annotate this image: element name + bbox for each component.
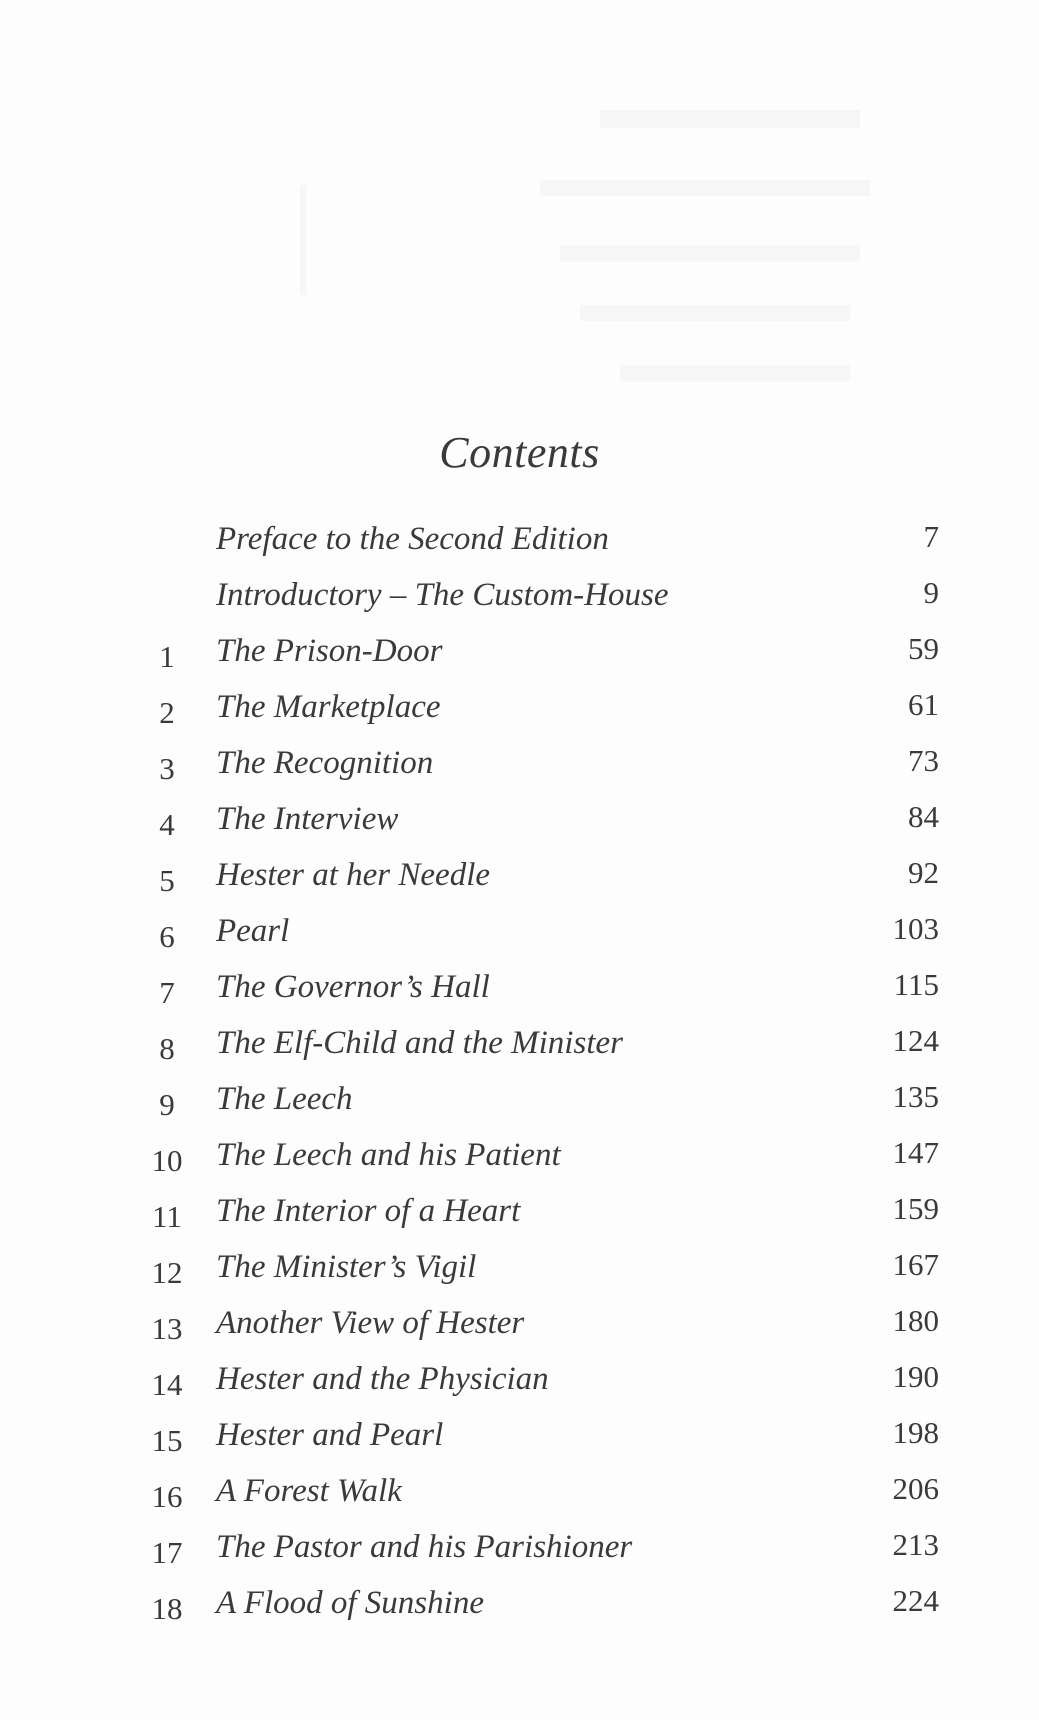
chapter-number: 15 xyxy=(151,1423,183,1458)
toc-entry xyxy=(0,907,1039,963)
chapter-number: 5 xyxy=(159,863,175,898)
toc-entry xyxy=(0,963,1039,1019)
chapter-title: The Interview xyxy=(216,801,399,837)
toc-entry xyxy=(0,1355,1039,1411)
chapter-title: Preface to the Second Edition xyxy=(216,521,609,557)
chapter-title: The Recognition xyxy=(216,745,434,781)
toc-entry xyxy=(0,1243,1039,1299)
show-through-mark xyxy=(300,185,306,295)
chapter-title: Hester and Pearl xyxy=(216,1417,444,1453)
chapter-title: The Minister’s Vigil xyxy=(216,1249,477,1285)
chapter-title: The Governor’s Hall xyxy=(216,969,490,1005)
chapter-number: 7 xyxy=(159,975,175,1010)
toc-entry xyxy=(0,739,1039,795)
chapter-number: 14 xyxy=(151,1367,183,1402)
chapter-number: 13 xyxy=(151,1311,183,1346)
page-number: 147 xyxy=(892,1135,939,1170)
toc-entry xyxy=(0,515,1039,571)
toc-entry xyxy=(0,1019,1039,1075)
chapter-number: 1 xyxy=(159,639,175,674)
chapter-number: 18 xyxy=(151,1591,183,1626)
page-number: 7 xyxy=(923,519,939,554)
chapter-number: 12 xyxy=(151,1255,183,1290)
page-number: 135 xyxy=(892,1079,939,1114)
toc-entry xyxy=(0,1411,1039,1467)
toc-entry xyxy=(0,571,1039,627)
page-number: 92 xyxy=(908,855,939,890)
show-through-mark xyxy=(600,110,860,128)
show-through-mark xyxy=(580,305,850,321)
chapter-number: 6 xyxy=(159,919,175,954)
toc-entry xyxy=(0,683,1039,739)
page-number: 159 xyxy=(892,1191,939,1226)
page-number: 103 xyxy=(892,911,939,946)
chapter-number: 16 xyxy=(151,1479,183,1514)
chapter-number: 4 xyxy=(159,807,175,842)
table-of-contents xyxy=(0,515,1039,1635)
toc-entry xyxy=(0,1299,1039,1355)
chapter-title: Introductory – The Custom-House xyxy=(216,577,669,613)
chapter-title: A Flood of Sunshine xyxy=(216,1585,484,1621)
chapter-number: 2 xyxy=(159,695,175,730)
chapter-title: The Pastor and his Parishioner xyxy=(216,1529,633,1565)
toc-entry xyxy=(0,1579,1039,1635)
page-number: 180 xyxy=(892,1303,939,1338)
toc-entry xyxy=(0,1075,1039,1131)
page-number: 61 xyxy=(908,687,939,722)
chapter-title: The Leech and his Patient xyxy=(216,1137,561,1173)
chapter-number: 9 xyxy=(159,1087,175,1122)
toc-entry xyxy=(0,795,1039,851)
chapter-title: The Prison-Door xyxy=(216,633,443,669)
page-number: 115 xyxy=(893,967,939,1002)
chapter-title: The Interior of a Heart xyxy=(216,1193,521,1229)
page-number: 224 xyxy=(892,1583,939,1618)
toc-entry xyxy=(0,1187,1039,1243)
page-title: Contents xyxy=(439,428,600,477)
chapter-title: The Leech xyxy=(216,1081,353,1117)
page-number: 124 xyxy=(892,1023,939,1058)
chapter-title: The Marketplace xyxy=(216,689,441,725)
toc-entry xyxy=(0,1467,1039,1523)
toc-entry xyxy=(0,627,1039,683)
page-number: 84 xyxy=(908,799,939,834)
chapter-title: The Elf-Child and the Minister xyxy=(216,1025,623,1061)
show-through-mark xyxy=(620,365,850,381)
page-number: 59 xyxy=(908,631,939,666)
page-number: 190 xyxy=(892,1359,939,1394)
toc-entry xyxy=(0,1131,1039,1187)
chapter-title: Hester at her Needle xyxy=(216,857,491,893)
page-number: 198 xyxy=(892,1415,939,1450)
chapter-title: Another View of Hester xyxy=(216,1305,525,1341)
chapter-number: 3 xyxy=(159,751,175,786)
chapter-title: Pearl xyxy=(216,913,290,949)
toc-entry xyxy=(0,851,1039,907)
page-number: 73 xyxy=(908,743,939,778)
page-number: 167 xyxy=(892,1247,939,1282)
chapter-number: 10 xyxy=(151,1143,183,1178)
chapter-number: 11 xyxy=(152,1199,182,1234)
chapter-number: 17 xyxy=(151,1535,183,1570)
page-number: 213 xyxy=(892,1527,939,1562)
page-number: 9 xyxy=(923,575,939,610)
page-number: 206 xyxy=(892,1471,939,1506)
show-through-mark xyxy=(560,245,860,261)
show-through-mark xyxy=(540,180,870,196)
chapter-title: A Forest Walk xyxy=(216,1473,402,1509)
toc-entry xyxy=(0,1523,1039,1579)
chapter-number: 8 xyxy=(159,1031,175,1066)
chapter-title: Hester and the Physician xyxy=(216,1361,549,1397)
